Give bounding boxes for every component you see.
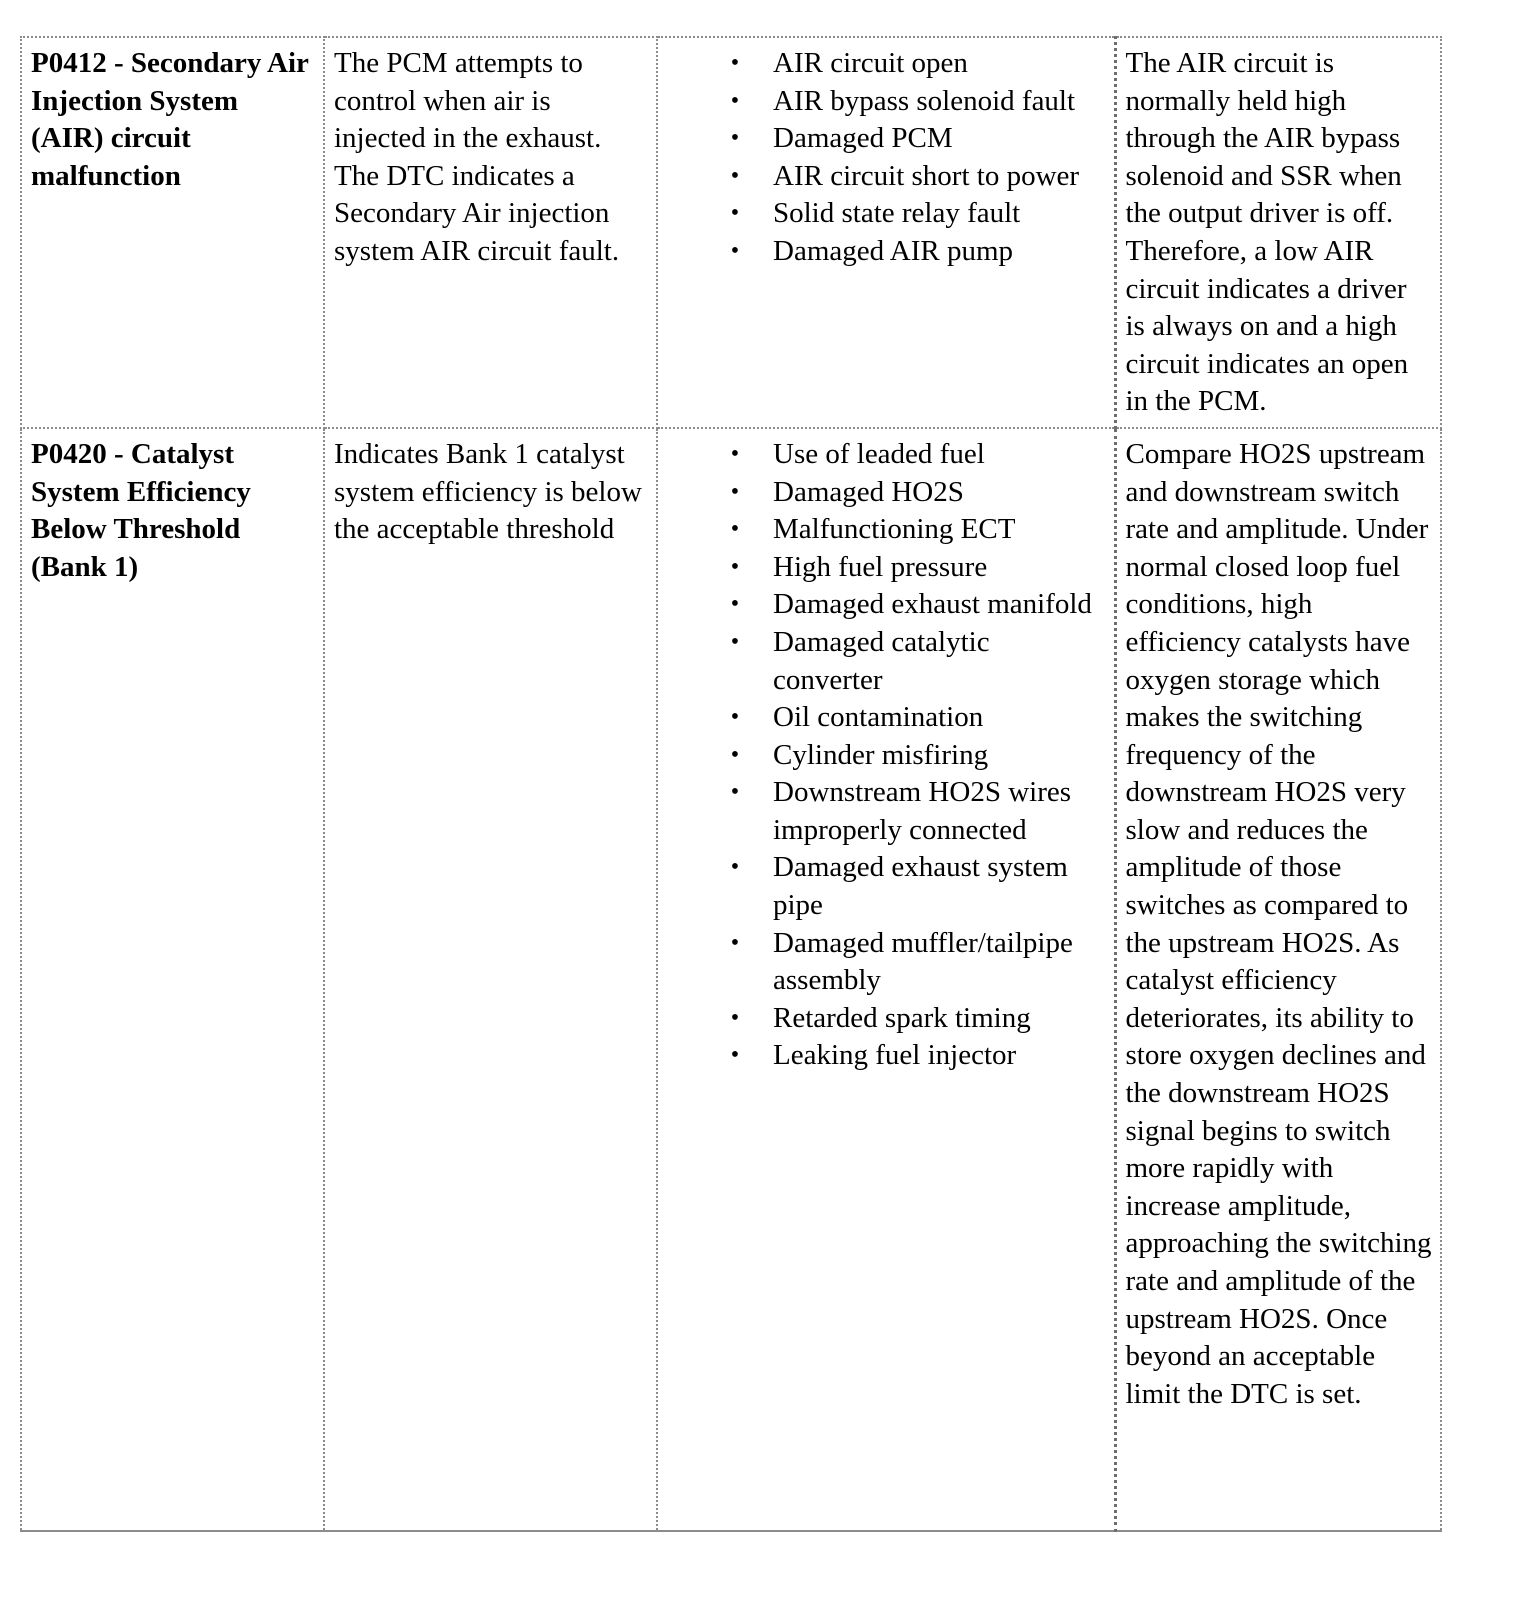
list-item: • Malfunctioning ECT [773,511,1106,549]
conditions-cell [657,428,1115,1531]
list-item: • Damaged exhaust system pipe [773,849,1106,924]
bullet-icon: • [730,125,740,152]
dtc-code: P0420 - Catalyst System Efficiency Below Threshold (Bank 1) [31,437,251,583]
bullet-icon: • [730,628,740,655]
bullet-icon: • [730,929,740,956]
bullet-icon: • [730,591,740,618]
list-item: • High fuel pressure [773,549,1106,587]
table-row [21,428,1441,1531]
list-item: • Damaged PCM [773,120,1106,158]
bullet-icon: • [730,87,740,114]
list-item: • AIR circuit open [773,45,1106,83]
bullet-icon: • [730,704,740,731]
bullet-icon: • [730,1042,740,1069]
bullet-icon: • [730,237,740,264]
list-item: • Use of leaded fuel [773,436,1106,474]
list-item: • Damaged AIR pump [773,233,1106,271]
list-item: • AIR circuit short to power [773,158,1106,196]
dtc-code-cell [21,37,324,428]
remark-cell [1115,37,1441,428]
table-row [21,37,1441,428]
dtc-description: The PCM attempts to control when air is injected in the exhaust. The DTC indicates a Secondary Air injection system AIR circuit fault. [334,47,620,267]
description-cell [324,37,657,428]
list-item: • Oil contamination [773,699,1106,737]
bullet-icon: • [730,779,740,806]
dtc-code: P0412 - Secondary Air Injection System (AIR) circuit malfunction [31,47,309,192]
list-item: • Cylinder misfiring [773,737,1106,775]
bullet-icon: • [730,553,740,580]
bullet-icon: • [730,478,740,505]
bullet-icon: • [730,1004,740,1031]
bullet-icon: • [730,516,740,543]
bullet-icon: • [730,50,740,76]
dtc-description: Indicates Bank 1 catalyst system efficiency is below the acceptable threshold [334,437,642,546]
list-item: • Retarded spark timing [773,1000,1106,1038]
list-item: • Downstream HO2S wires improperly connected [773,774,1106,849]
dtc-code-cell [21,428,324,1531]
bullet-icon: • [730,741,740,768]
dtc-remark: The AIR circuit is normally held high through the AIR bypass solenoid and SSR when the output driver is off. Therefore, a low AIR circuit indicates a driver is always on and a high circuit indicates an open in the PCM. [1125,47,1409,418]
list-item: • Damaged HO2S [773,474,1106,512]
bullet-icon: • [730,854,740,881]
bullet-icon: • [730,440,740,467]
conditions-list [667,45,1106,271]
bullet-icon: • [730,200,740,227]
list-item: • AIR bypass solenoid fault [773,83,1106,121]
list-item: • Leaking fuel injector [773,1037,1106,1075]
list-item: • Damaged muffler/tailpipe assembly [773,925,1106,1000]
list-item: • Damaged catalytic converter [773,624,1106,699]
conditions-cell [657,37,1115,428]
remark-cell [1115,428,1441,1531]
list-item: • Damaged exhaust manifold [773,586,1106,624]
conditions-list [667,436,1106,1075]
list-item: • Solid state relay fault [773,195,1106,233]
bullet-icon: • [730,162,740,189]
dtc-table [20,36,1442,1532]
description-cell [324,428,657,1531]
dtc-remark: Compare HO2S upstream and downstream switch rate and amplitude. Under normal closed loop fuel conditions, high efficiency catalysts have oxygen storage which makes the switching frequency of the downstream HO2S very slow and reduces the amplitude of those switches as compared to the upstream HO2S. As catalyst efficiency deteriorates, its ability to store oxygen declines and the downstream HO2S signal begins to switch more rapidly with increase amplitude, approaching the switching rate and amplitude of the upstream HO2S. Once beyond an acceptable limit the DTC is set. [1125,437,1432,1410]
